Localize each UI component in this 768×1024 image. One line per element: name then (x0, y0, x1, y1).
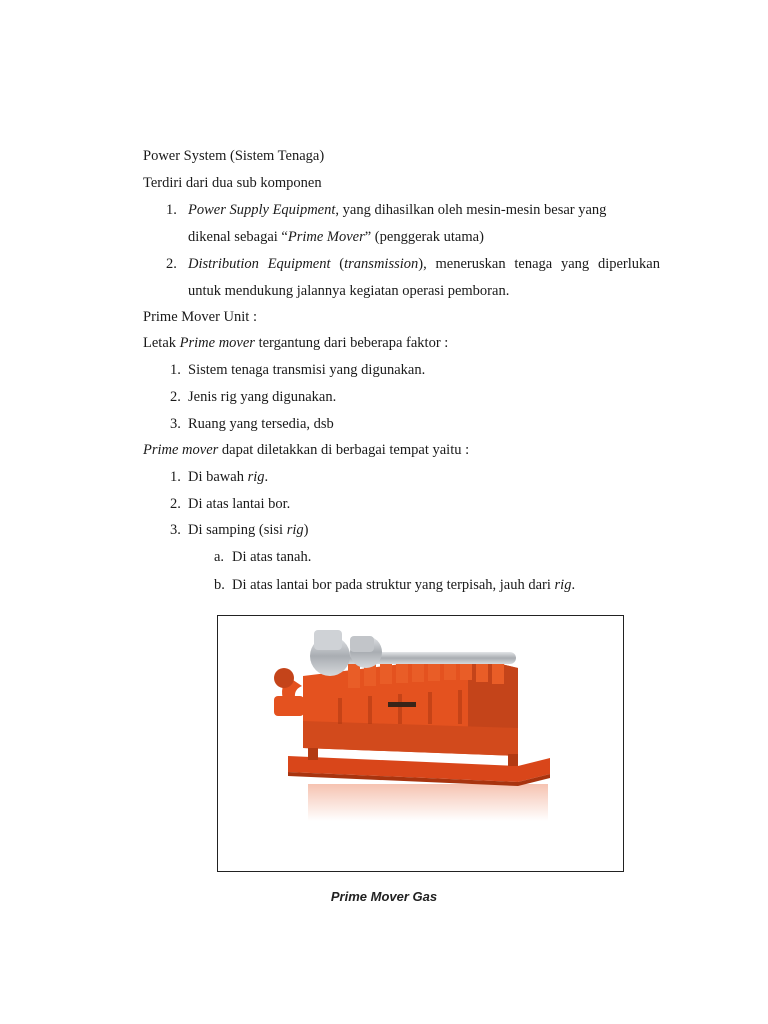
list-number: 2. (166, 256, 177, 272)
list-item (188, 467, 268, 487)
term-power-supply: Power Supply Equipment (188, 202, 336, 218)
figure-caption: Prime Mover Gas (330, 889, 438, 904)
list-item (188, 254, 660, 274)
text: . (264, 469, 269, 485)
list-item-text: , yang dihasilkan oleh mesin-mesin besar yang (335, 202, 607, 218)
text: ), meneruskan tenaga yang diperlukan (418, 256, 660, 272)
text: dapat diletakkan di berbagai tempat yaitu : (218, 442, 470, 458)
term-rig: rig (286, 522, 304, 538)
list-item (188, 200, 606, 220)
term-rig: rig (247, 469, 265, 485)
list-number: 1. (170, 469, 181, 485)
intro-text: Terdiri dari dua sub komponen (143, 175, 322, 191)
term-prime-mover: Prime mover (179, 335, 255, 351)
placement-text (143, 440, 469, 460)
list-item: Jenis rig yang digunakan. (188, 389, 337, 405)
list-item-continuation: untuk mendukung jalannya kegiatan operasi pemboran. (188, 283, 510, 299)
engine-figure (217, 615, 624, 872)
text: ” (penggerak utama) (364, 229, 484, 245)
text: ) (303, 522, 309, 538)
text: Letak (143, 335, 180, 351)
text: Di bawah (188, 469, 248, 485)
list-item: Sistem tenaga transmisi yang digunakan. (188, 362, 426, 378)
list-item: Ruang yang tersedia, dsb (188, 416, 334, 432)
sublist-letter: a. (214, 549, 225, 565)
list-item (188, 520, 308, 540)
term-rig: rig (554, 577, 572, 593)
term-prime-mover: Prime mover (143, 442, 219, 458)
heading: Power System (Sistem Tenaga) (143, 148, 325, 164)
sublist-item (232, 575, 575, 595)
text: dikenal sebagai “ (188, 229, 288, 245)
location-text (143, 333, 448, 353)
list-number: 3. (170, 416, 181, 432)
text: ( (330, 256, 345, 272)
list-item-continuation (188, 227, 484, 247)
list-item (188, 494, 290, 514)
list-number: 1. (166, 202, 177, 218)
section-title: Prime Mover Unit : (143, 309, 257, 325)
list-number: 2. (170, 389, 181, 405)
term-prime-mover: Prime Mover (287, 229, 365, 245)
list-number: 3. (170, 522, 181, 538)
prime-mover-engine-image (218, 616, 622, 870)
text: Di atas lantai bor pada struktur yang terpisah, jauh dari (232, 577, 555, 593)
text: tergantung dari beberapa faktor : (254, 335, 449, 351)
text: Di atas lantai bor. (188, 496, 291, 512)
list-number: 1. (170, 362, 181, 378)
term-transmission: transmission (344, 256, 419, 272)
sublist-letter: b. (214, 577, 225, 593)
text: . (571, 577, 576, 593)
sublist-item: Di atas tanah. (232, 549, 312, 565)
term-distribution: Distribution Equipment (188, 256, 331, 272)
list-number: 2. (170, 496, 181, 512)
text: Di samping (sisi (188, 522, 287, 538)
